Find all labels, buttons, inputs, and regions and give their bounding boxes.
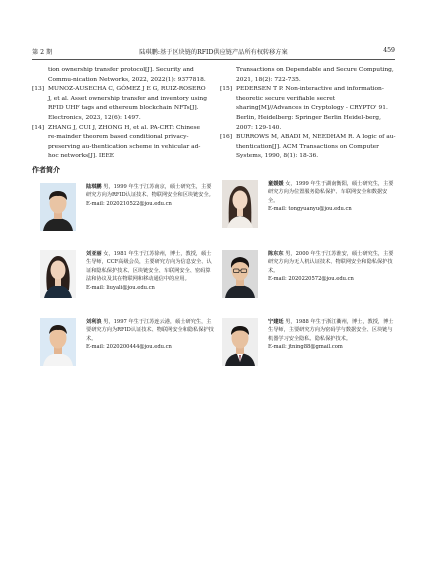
reference-entry: [14] ZHANG J, CUI J, ZHONG H, et al. PA-CRT: Chinese re-mainder theorem based conditional privacy-preserving au-thentication scheme in vehicular ad-hoc networks[J]. IEEE [32,124,201,160]
author-name: 宁建廷 [268,319,284,325]
author-bio [40,183,214,245]
author-name: 刘亚丽 [86,251,102,257]
author-name: 陈东东 [268,251,284,257]
reference-entry: [16] BURROWS M, ABADI M, NEEDHAM R. A logic of au-thentication[J]. ACM Transactions on Computer Systems, 1990, 8(1): 18-36. [220,134,396,160]
header-rule [32,59,395,60]
running-header [32,47,395,59]
reference-column-left [32,66,208,162]
reference-entry: [13] MUNOZ-AUSECHA C, GÓMEZ J E G, RUIZ-ROSERO J, et al. Asset ownership transfer and inventory using RFID UHF tags and ethereum blockchain NFTs[J]. Electronics, 2023, 12(6): 1497. [32,86,207,121]
author-photo [40,318,76,366]
author-email: E-mail: tongyuanyu@jou.edu.cn [268,206,352,213]
author-description: 男，1999 年生于江苏南京，硕士研究生，主要研究方向为RFID认证技术、物联网安全和区块链安全。 [86,184,214,199]
author-name: 刘利浪 [86,319,102,325]
author-bio [40,318,214,380]
author-email: E-mail: 2020210522@jou.edu.cn [86,200,172,207]
author-description: 女，1981 年生于江苏徐州，博士，教授，硕士生导师，CCF高级会员，主要研究方向为信息安全、认证和隐私保护技术、区块链安全、车联网安全、密码算法和协议及其在物联网和移动通信中的应用。 [86,251,212,283]
author-email: E-mail: 2020220572@jou.edu.cn [268,276,354,283]
bio-text [86,318,214,352]
author-bio [222,250,392,312]
reference-column-right [220,66,398,162]
section-title: 作者简介 [32,166,60,174]
author-bio [222,180,392,242]
author-photo [222,250,258,298]
issue-number: 第 2 期 [32,49,53,56]
author-email: E-mail: liuyali@jou.edu.cn [86,284,155,291]
author-photo [40,183,76,231]
bio-text [268,180,396,214]
author-description: 男，1997 年生于江苏连云港，硕士研究生，主要研究方向为RFID认证技术、物联网安全和隐私保护技术。 [86,319,214,342]
bio-text [268,250,396,284]
reference-entry: [15] PEDERSEN T P. Non-interactive and information-theoretic secure verifiable secret sharing[M]//Advances in Cryptology - CRYPTO' 91. Berlin, Heidelberg: Springer Berlin Heidel-berg, 2007: 129-140. [220,86,388,131]
author-bio [222,318,392,380]
reference-entry: tion ownership transfer protocol[J]. Security and Commu-nication Networks, 2022, 2022(1): 9377818. [48,67,206,83]
author-photo [222,318,258,366]
bio-text [86,183,214,208]
author-photo [222,180,258,228]
bio-text [86,250,214,292]
page-number: 459 [383,47,395,54]
reference-entry: Transactions on Dependable and Secure Computing, 2021, 18(2): 722-735. [236,67,394,83]
running-title: 陆琪鹏:基于区块链的RFID供应链产品所有权转移方案 [139,49,288,56]
author-description: 女，1999 年生于湖南衡阳，硕士研究生，主要研究方向为位置服务隐私保护、车联网安全和数据安全。 [268,181,394,204]
author-email: E-mail: 2020200444@jou.edu.cn [86,344,172,351]
author-email: E-mail: jtning88@gmail.com [268,344,343,351]
author-photo [40,250,76,298]
bio-text [268,318,396,352]
author-description: 男，2000 年生于江苏淮安，硕士研究生，主要研究方向为无人机认证技术、物联网安全和隐私保护技术。 [268,251,394,274]
author-name: 童媛媛 [268,181,284,187]
author-bio [40,250,210,312]
author-name: 陆琪鹏 [86,184,102,190]
author-description: 男，1988 年生于浙江衢州，博士，教授，博士生导师，主要研究方向为密码学与数据安全、区块链与机器学习安全隐私、隐私保护技术。 [268,319,394,342]
